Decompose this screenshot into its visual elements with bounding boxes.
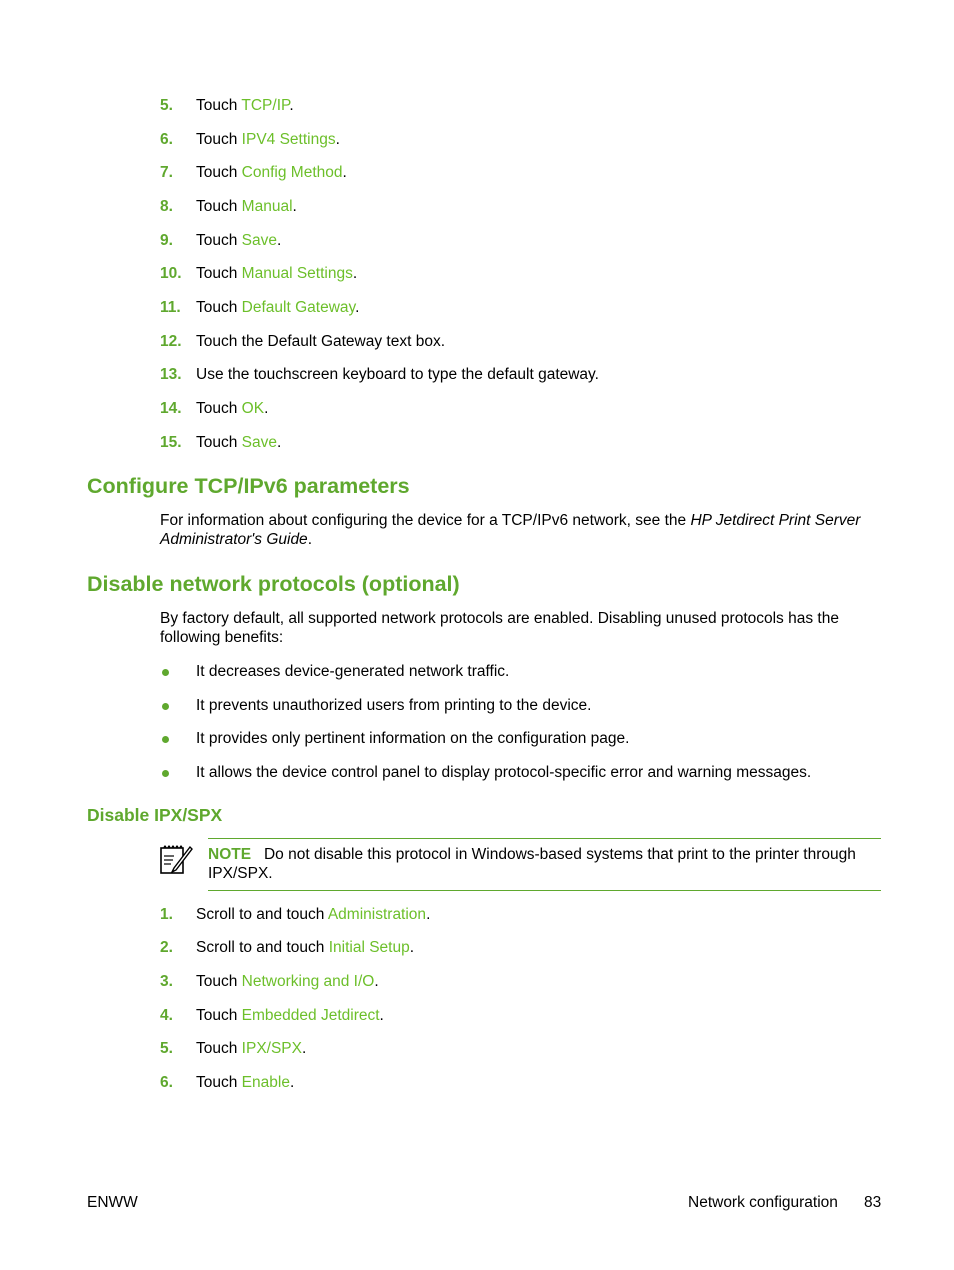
- note-text: NOTE Do not disable this protocol in Windows-based systems that print to the printer through IPX/SPX.: [208, 846, 856, 882]
- menu-item-reference: Save: [241, 232, 278, 249]
- section-heading-disable-protocols: Disable network protocols (optional): [87, 572, 460, 596]
- menu-item-reference: Embedded Jetdirect: [241, 1007, 380, 1024]
- step-text: Touch Config Method.: [196, 164, 347, 181]
- step-text: Touch IPV4 Settings.: [196, 131, 340, 148]
- step-number: 9.: [160, 232, 173, 249]
- step-number: 14.: [160, 400, 182, 417]
- bullet-text: It provides only pertinent information on the configuration page.: [196, 730, 630, 747]
- step-number: 4.: [160, 1007, 173, 1024]
- step-text: Touch Enable.: [196, 1074, 295, 1091]
- step-text: Use the touchscreen keyboard to type the default gateway.: [196, 366, 599, 383]
- step-number: 1.: [160, 906, 173, 923]
- note-label: NOTE: [208, 846, 252, 863]
- bullet-text: It allows the device control panel to display protocol-specific error and warning messages.: [196, 764, 812, 781]
- footer-section-title: Network configuration: [688, 1194, 838, 1211]
- step-text: Touch Default Gateway.: [196, 299, 360, 316]
- menu-item-reference: Config Method: [241, 164, 343, 181]
- section-heading-ipv6: Configure TCP/IPv6 parameters: [87, 474, 410, 498]
- step-text: Scroll to and touch Administration.: [196, 906, 431, 923]
- step-text: Touch Embedded Jetdirect.: [196, 1007, 384, 1024]
- menu-item-reference: Default Gateway: [241, 299, 356, 316]
- menu-item-reference: Enable: [241, 1074, 290, 1091]
- bullet-icon: [162, 736, 169, 743]
- menu-item-reference: IPX/SPX: [241, 1040, 302, 1057]
- step-text: Touch Networking and I/O.: [196, 973, 379, 990]
- step-number: 11.: [160, 299, 181, 316]
- step-number: 5.: [160, 1040, 173, 1057]
- step-number: 10.: [160, 265, 182, 282]
- bullet-text: It prevents unauthorized users from printing to the device.: [196, 697, 592, 714]
- step-text: Touch TCP/IP.: [196, 97, 294, 114]
- step-number: 13.: [160, 366, 182, 383]
- bullet-icon: [162, 703, 169, 710]
- note-top-divider: [208, 838, 881, 839]
- step-number: 6.: [160, 131, 173, 148]
- menu-item-reference: OK: [241, 400, 265, 417]
- step-text: Scroll to and touch Initial Setup.: [196, 939, 415, 956]
- step-number: 7.: [160, 164, 173, 181]
- note-bottom-divider: [208, 890, 881, 891]
- step-number: 6.: [160, 1074, 173, 1091]
- step-text: Touch Manual Settings.: [196, 265, 358, 282]
- step-number: 2.: [160, 939, 173, 956]
- step-number: 5.: [160, 97, 173, 114]
- step-text: Touch OK.: [196, 400, 269, 417]
- page-number: 83: [864, 1194, 882, 1211]
- menu-item-reference: Administration: [327, 906, 427, 923]
- step-text: Touch Save.: [196, 232, 282, 249]
- menu-item-reference: IPV4 Settings: [241, 131, 336, 148]
- step-number: 12.: [160, 333, 182, 350]
- menu-item-reference: Initial Setup: [328, 939, 410, 956]
- menu-item-reference: Manual Settings: [241, 265, 353, 282]
- disable-protocols-paragraph: By factory default, all supported network protocols are enabled. Disabling unused protocols has the following benefits:: [160, 610, 839, 646]
- step-text: Touch Save.: [196, 434, 282, 451]
- ipv6-paragraph: For information about configuring the device for a TCP/IPv6 network, see the HP Jetdirect Print Server Administrator's Guide.: [160, 512, 861, 548]
- menu-item-reference: Networking and I/O: [241, 973, 375, 990]
- step-text: Touch IPX/SPX.: [196, 1040, 307, 1057]
- step-text: Touch Manual.: [196, 198, 297, 215]
- subsection-heading-ipx: Disable IPX/SPX: [87, 805, 223, 825]
- menu-item-reference: Manual: [241, 198, 293, 215]
- menu-item-reference: TCP/IP: [241, 97, 290, 114]
- note-pad-icon: [159, 842, 193, 876]
- bullet-icon: [162, 770, 169, 777]
- bullet-text: It decreases device-generated network traffic.: [196, 663, 510, 680]
- menu-item-reference: Save: [241, 434, 278, 451]
- footer-left-label: ENWW: [87, 1194, 138, 1211]
- bullet-icon: [162, 669, 169, 676]
- step-number: 3.: [160, 973, 173, 990]
- step-number: 8.: [160, 198, 173, 215]
- step-text: Touch the Default Gateway text box.: [196, 333, 445, 350]
- step-number: 15.: [160, 434, 182, 451]
